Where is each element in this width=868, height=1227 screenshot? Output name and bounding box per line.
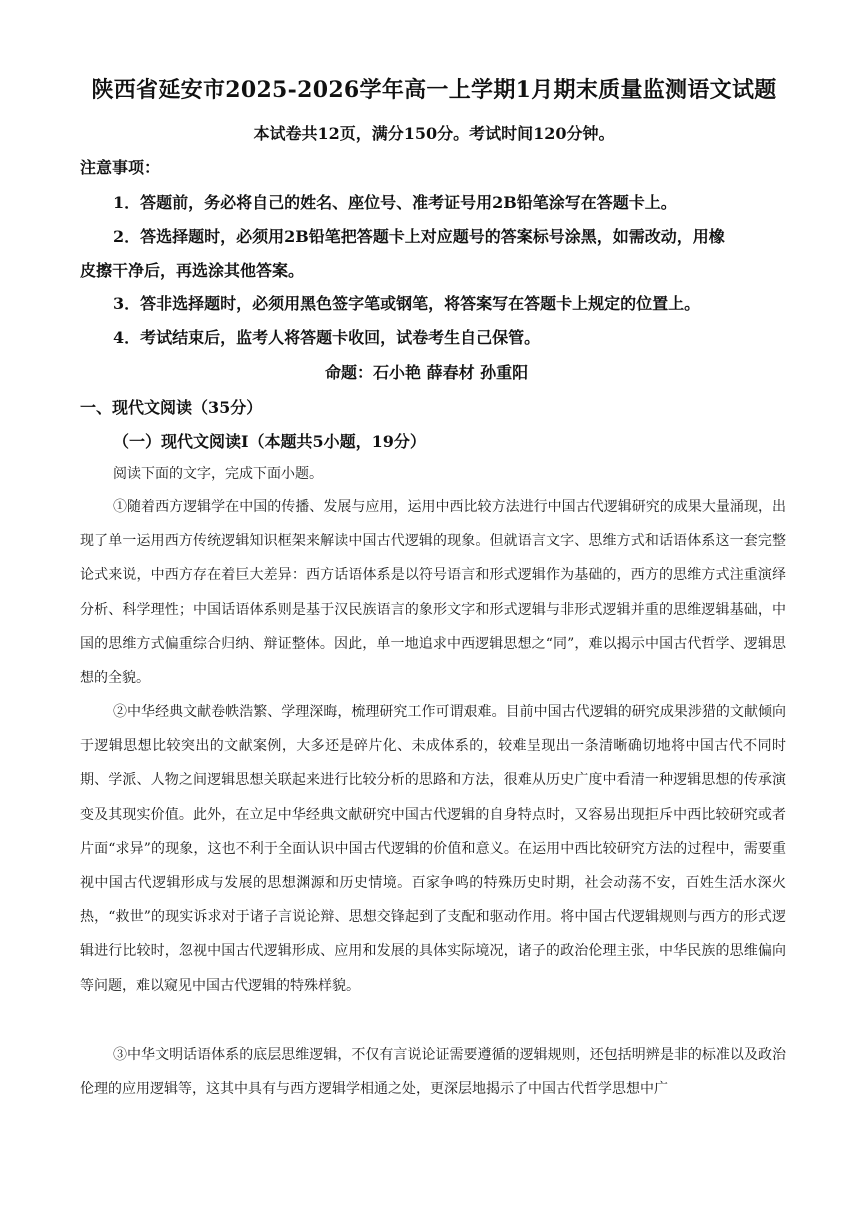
section-heading: 一、现代文阅读（35分） (80, 398, 263, 417)
passage-paragraph-1 (80, 490, 786, 695)
paragraph-text: ①随着西方逻辑学在中国的传播、发展与应用，运用中西比较方法进行中国古代逻辑研究的成果大量涌现，出现了单一运用西方传统逻辑知识框架来解读中国古代逻辑的现象。但就语言文字、思维方式和话语体系这一套完整论式来说，中西方存在着巨大差异：西方话语体系是以符号语言和形式逻辑作为基础的，西方的思维方式注重演绎分析、科学理性；中国话语体系则是基于汉民族语言的象形文字和形式逻辑与非形式逻辑并重的思维逻辑基础，中国的思维方式偏重综合归纳、辩证整体。因此，单一地追求中西逻辑思想之“同”，难以揭示中国古代哲学、逻辑思想的全貌。 (80, 499, 786, 687)
reading-instruction: 阅读下面的文字，完成下面小题。 (113, 466, 323, 482)
notice-item-3: 3．答非选择题时，必须用黑色签字笔或钢笔，将答案写在答题卡上规定的位置上。 (113, 294, 701, 313)
notice-heading: 注意事项： (80, 158, 161, 177)
notice-item-2-line-2: 皮擦干净后，再选涂其他答案。 (80, 261, 305, 280)
exam-subtitle: 本试卷共12页，满分150分。考试时间120分钟。 (253, 124, 615, 143)
exam-title: 陕西省延安市2025-2026学年高一上学期1月期末质量监测语文试题 (91, 77, 777, 103)
notice-item-1: 1．答题前，务必将自己的姓名、座位号、准考证号用2B铅笔涂写在答题卡上。 (113, 193, 677, 212)
subsection-heading: （一）现代文阅读Ⅰ（本题共5小题，19分） (113, 432, 426, 451)
paragraph-text: ③中华文明话语体系的底层思维逻辑，不仅有言说论证需要遵循的逻辑规则，还包括明辨是非的标准以及政治伦理的应用逻辑等，这其中具有与西方逻辑学相通之处，更深层地揭示了中国古代哲学思想中广 (80, 1047, 786, 1098)
passage-paragraph-2 (80, 695, 786, 1003)
paragraph-text: ②中华经典文献卷帙浩繁、学理深晦，梳理研究工作可谓艰难。目前中国古代逻辑的研究成果涉猎的文献倾向于逻辑思想比较突出的文献案例，大多还是碎片化、未成体系的，较难呈现出一条清晰确切地将中国古代不同时期、学派、人物之间逻辑思想关联起来进行比较分析的思路和方法，很难从历史广度中看清一种逻辑思想的传承演变及其现实价值。此外，在立足中华经典文献研究中国古代逻辑的自身特点时，又容易出现拒斥中西比较研究或者片面“求异”的现象，这也不利于全面认识中国古代逻辑的价值和意义。在运用中西比较研究方法的过程中，需要重视中国古代逻辑形成与发展的思想渊源和历史情境。百家争鸣的特殊历史时期，社会动荡不安，百姓生活水深火热，“救世”的现实诉求对于诸子言说论辩、思想交锋起到了支配和驱动作用。将中国古代逻辑规则与西方的形式逻辑进行比较时，忽视中国古代逻辑形成、应用和发展的具体实际境况，诸子的政治伦理主张，中华民族的思维偏向等问题，难以窥见中国古代逻辑的特殊样貌。 (80, 704, 786, 994)
notice-item-4: 4．考试结束后，监考人将答题卡收回，试卷考生自己保管。 (113, 328, 541, 347)
authors-line: 命题：石小艳 薛春材 孙重阳 (325, 363, 529, 382)
passage-paragraph-3 (80, 1038, 786, 1106)
notice-item-2-line-1: 2．答选择题时，必须用2B铅笔把答题卡上对应题号的答案标号涂黑，如需改动，用橡 (113, 227, 725, 246)
